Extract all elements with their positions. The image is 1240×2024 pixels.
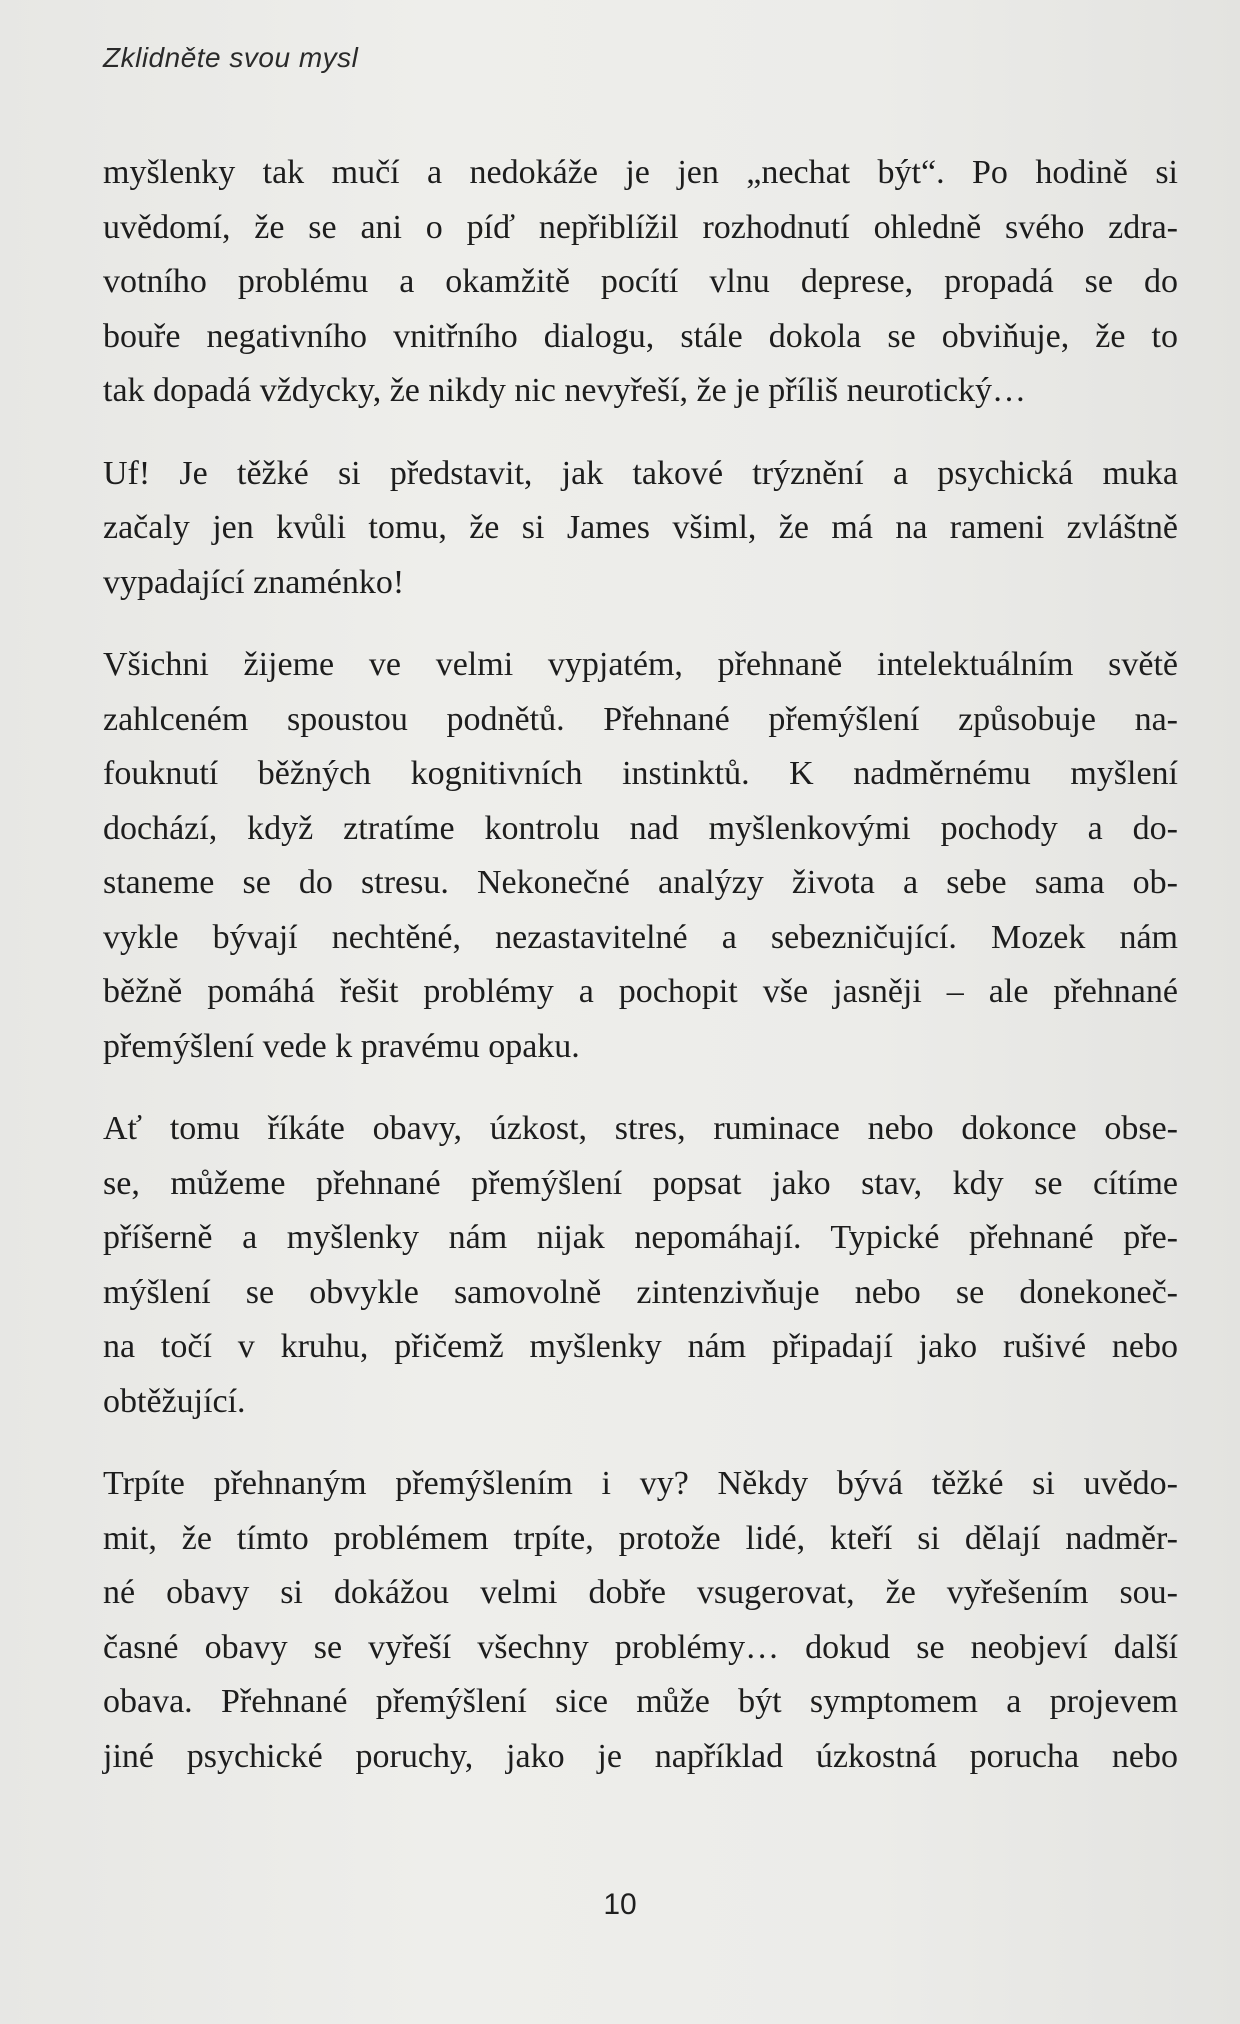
body-text: [103, 146, 1178, 1812]
text-line: Trpíte přehnaným přemýšlením i vy? Někdy bývá těžké si uvědo-: [103, 1465, 1178, 1502]
text-line: fouknutí běžných kognitivních instinktů. K nadměrnému myšlení: [103, 755, 1178, 792]
text-line: na točí v kruhu, přičemž myšlenky nám připadají jako rušivé nebo: [103, 1328, 1178, 1365]
text-line: uvědomí, že se ani o píď nepřiblížil rozhodnutí ohledně svého zdra-: [103, 208, 1178, 246]
text-line: vykle bývají nechtěné, nezastavitelné a sebezničující. Mozek nám: [103, 918, 1178, 956]
page-number: 10: [603, 1888, 637, 1921]
text-line: dochází, když ztratíme kontrolu nad myšlenkovými pochody a do-: [103, 809, 1178, 847]
text-line: zahlceném spoustou podnětů. Přehnané přemýšlení způsobuje na-: [103, 700, 1178, 738]
text-line: časné obavy se vyřeší všechny problémy… dokud se neobjeví další: [103, 1628, 1178, 1666]
text-line: se, můžeme přehnané přemýšlení popsat jako stav, kdy se cítíme: [103, 1164, 1178, 1202]
paragraph: [103, 1457, 1178, 1784]
text-line: Všichni žijeme ve velmi vypjatém, přehnaně intelektuálním světě: [103, 646, 1178, 683]
running-head: Zklidněte svou mysl: [103, 42, 359, 73]
text-line: obtěžující.: [103, 1382, 246, 1420]
text-line: Uf! Je těžké si představit, jak takové trýznění a psychická muka: [103, 454, 1178, 492]
text-line: votního problému a okamžitě pocítí vlnu deprese, propadá se do: [103, 263, 1178, 300]
text-line: myšlenky tak mučí a nedokáže je jen „nechat být“. Po hodině si: [103, 154, 1178, 191]
text-line: začaly jen kvůli tomu, že si James všiml, že má na rameni zvláštně: [103, 509, 1178, 546]
paragraph: [103, 146, 1178, 419]
text-line: Ať tomu říkáte obavy, úzkost, stres, ruminace nebo dokonce obse-: [103, 1110, 1178, 1147]
text-line: né obavy si dokážou velmi dobře vsugerovat, že vyřešením sou-: [103, 1574, 1178, 1611]
text-line: tak dopadá vždycky, že nikdy nic nevyřeší, že je příliš neurotický…: [103, 372, 1027, 409]
text-line: přemýšlení vede k pravému opaku.: [103, 1027, 580, 1065]
text-line: příšerně a myšlenky nám nijak nepomáhají. Typické přehnané pře-: [103, 1219, 1178, 1256]
text-line: vypadající znaménko!: [103, 563, 405, 601]
text-line: bouře negativního vnitřního dialogu, stále dokola se obviňuje, že to: [103, 317, 1178, 355]
paragraph: [103, 638, 1178, 1074]
text-line: mýšlení se obvykle samovolně zintenzivňuje nebo se donekoneč-: [103, 1273, 1178, 1311]
text-line: staneme se do stresu. Nekonečné analýzy života a sebe sama ob-: [103, 864, 1178, 901]
text-line: jiné psychické poruchy, jako je například úzkostná porucha nebo: [103, 1737, 1178, 1775]
paragraph: [103, 447, 1178, 611]
text-line: obava. Přehnané přemýšlení sice může být symptomem a projevem: [103, 1683, 1178, 1720]
text-line: mit, že tímto problémem trpíte, protože lidé, kteří si dělají nadměr-: [103, 1519, 1178, 1557]
paragraph: [103, 1102, 1178, 1429]
text-line: běžně pomáhá řešit problémy a pochopit vše jasněji – ale přehnané: [103, 973, 1178, 1010]
